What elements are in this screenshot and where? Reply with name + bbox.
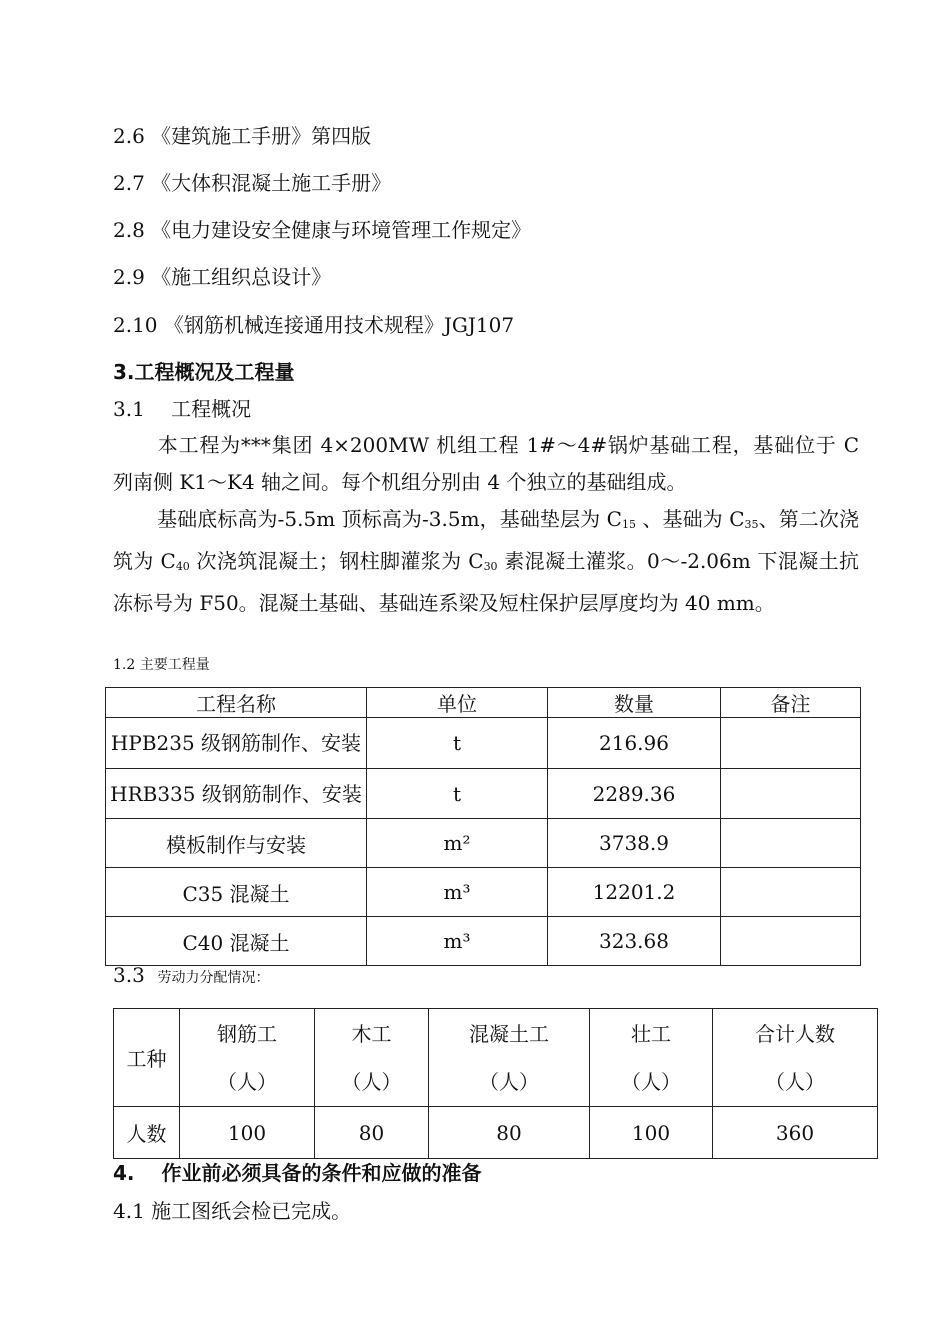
labor-column-header: 混凝土工 （人） xyxy=(429,1009,590,1107)
labor-column-header: 合计人数 （人） xyxy=(713,1009,878,1107)
cell-note xyxy=(721,769,861,819)
table-header: 备注 xyxy=(721,688,861,718)
cell-name: C35 混凝土 xyxy=(106,868,367,917)
cell-unit: m³ xyxy=(367,868,548,917)
ref-item: 2.9 《施工组织总设计》 xyxy=(113,265,332,289)
table-row xyxy=(106,769,861,819)
table-header: 单位 xyxy=(367,688,548,718)
labor-column-header: 钢筋工 （人） xyxy=(180,1009,315,1107)
paragraph-overview xyxy=(113,427,859,501)
quantities-table xyxy=(105,687,861,966)
ref-item: 2.10 《钢筋机械连接通用技术规程》JGJ107 xyxy=(113,313,515,337)
ref-item: 2.7 《大体积混凝土施工手册》 xyxy=(113,171,392,195)
table-row xyxy=(106,868,861,917)
cell-qty: 216.96 xyxy=(548,718,721,769)
ref-item: 2.8 《电力建设安全健康与环境管理工作规定》 xyxy=(113,218,532,242)
cell-name: 模板制作与安装 xyxy=(106,819,367,868)
row-label: 人数 xyxy=(114,1107,180,1159)
table-row xyxy=(106,718,861,769)
labor-column-header: 木工 （人） xyxy=(315,1009,429,1107)
section-heading: 3.工程概况及工程量 xyxy=(113,360,295,384)
section-heading: 4. 作业前必须具备的条件和应做的准备 xyxy=(113,1161,482,1185)
table-row xyxy=(106,917,861,966)
cell-unit: t xyxy=(367,769,548,819)
paragraph-overview-text: 本工程为***集团 4×200MW 机组工程 1#～4#锅炉基础工程，基础位于 C 列南侧 K1～K4 轴之间。每个机组分别由 4 个独立的基础组成。 xyxy=(113,433,859,494)
cell-unit: t xyxy=(367,718,548,769)
labor-count: 100 xyxy=(590,1107,713,1159)
cell-unit: m² xyxy=(367,819,548,868)
cell-qty: 3738.9 xyxy=(548,819,721,868)
table-header: 工程名称 xyxy=(106,688,367,718)
cell-note xyxy=(721,819,861,868)
table-row xyxy=(114,1107,878,1159)
row-label: 工种 xyxy=(114,1009,180,1107)
table-header: 数量 xyxy=(548,688,721,718)
cell-note xyxy=(721,868,861,917)
paragraph-elevation: 基础底标高为-5.5m 顶标高为-3.5m，基础垫层为 $C_{15}$ 、基础为 $C_{35}$、第二次浇筑为 $C_{40}$ 次浇筑混凝土；钢柱脚灌浆为 $C_{30}$ 素混凝土灌浆。0～-2.06m 下混凝土抗冻标号为 F50。混凝土基础、基础连系梁及短柱保护层厚度均为 40 mm。 xyxy=(113,507,859,615)
cell-qty: 2289.36 xyxy=(548,769,721,819)
labor-count: 100 xyxy=(180,1107,315,1159)
cell-note xyxy=(721,917,861,966)
cell-qty: 12201.2 xyxy=(548,868,721,917)
cell-name: HPB235 级钢筋制作、安装 xyxy=(106,718,367,769)
labor-count: 80 xyxy=(429,1107,590,1159)
subsection-title: 3.3 劳动力分配情况： xyxy=(113,963,270,987)
labor-count: 360 xyxy=(713,1107,878,1159)
section-item: 4.1 施工图纸会检已完成。 xyxy=(113,1199,352,1223)
subsection-title: 1.2 主要工程量 xyxy=(113,657,210,673)
labor-column-header: 壮工 （人） xyxy=(590,1009,713,1107)
labor-table xyxy=(113,1008,878,1159)
cell-unit: m³ xyxy=(367,917,548,966)
table-row xyxy=(106,819,861,868)
cell-qty: 323.68 xyxy=(548,917,721,966)
cell-name: HRB335 级钢筋制作、安装 xyxy=(106,769,367,819)
subsection-title: 3.1 工程概况 xyxy=(113,397,252,421)
cell-note xyxy=(721,718,861,769)
ref-item: 2.6 《建筑施工手册》第四版 xyxy=(113,124,372,148)
labor-count: 80 xyxy=(315,1107,429,1159)
table-row xyxy=(114,1009,878,1107)
cell-name: C40 混凝土 xyxy=(106,917,367,966)
